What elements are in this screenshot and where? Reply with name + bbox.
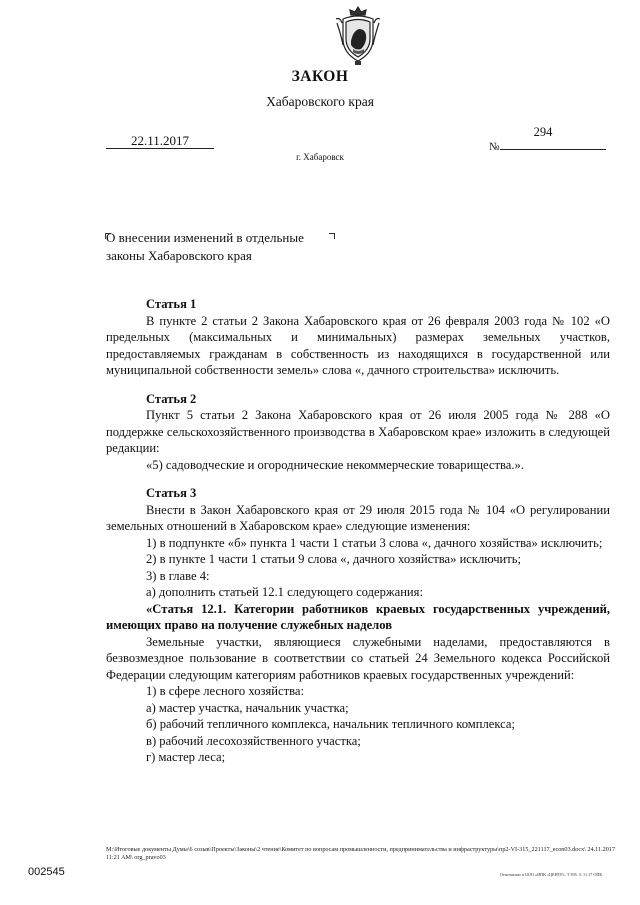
law-heading	[106, 229, 304, 265]
article-3-paragraph-3: 2) в пункте 1 части 1 статьи 9 слова «, дачного хозяйства» исключить;	[146, 552, 522, 566]
heading-line-2: законы Хабаровского края	[106, 248, 252, 263]
footer-print-note: Отпечатано в ООО «ИПК «ЦЕНТР». Т 395. З. 11.17 ОПК	[500, 872, 603, 877]
article-12-1-title: «Статья 12.1. Категории работников краевых государственных учреждений, имеющих право на получение служебных наделов	[106, 601, 610, 632]
number-sign: №	[489, 141, 500, 153]
footer-document-code: 002545	[28, 866, 65, 878]
article-3-paragraph-10: б) рабочий тепличного комплекса, начальник тепличного комплекса;	[146, 717, 515, 731]
article-3-paragraph-7: Земельные участки, являющиеся служебными наделами, предоставляются в безвозмездное пользование в соответствии со статьей 24 Земельного кодекса Российской Федерации следующим категориям работников краевых государственных учреждений:	[106, 634, 610, 682]
article-2-paragraph-2: «5) садоводческие и огороднические некоммерческие товарищества.».	[146, 457, 524, 472]
article-3-paragraph-11: в) рабочий лесохозяйственного участка;	[146, 733, 361, 748]
article-3-paragraph-8: 1) в сфере лесного хозяйства:	[146, 684, 304, 698]
article-3-paragraph-9: а) мастер участка, начальник участка;	[146, 700, 349, 715]
article-3-paragraph-12: г) мастер леса;	[146, 750, 226, 764]
coat-of-arms-icon	[333, 5, 383, 67]
article-3-paragraph-5: а) дополнить статьей 12.1 следующего содержания:	[146, 585, 423, 599]
document-subtitle: Хабаровского края	[266, 94, 374, 109]
article-1-paragraph-1: В пункте 2 статьи 2 Закона Хабаровского края от 26 февраля 2003 года № 102 «О предельных (максимальных и минимальных) размерах земельных участков, предоставляемых гражданам в собственность из находящихся в государственной или муниципальной собственности земель» слова «, дачного строительства» исключить.	[106, 313, 610, 377]
article-2-title: Статья 2	[146, 391, 197, 406]
article-3-paragraph-2: 1) в подпункте «б» пункта 1 части 1 статьи 3 слова «, дачного хозяйства» исключить;	[146, 535, 603, 550]
heading-bracket-right	[329, 233, 335, 239]
document-date: 22.11.2017	[106, 134, 214, 149]
document-city: г. Хабаровск	[296, 152, 344, 162]
footer-file-path: M:\Итоговые документы Думы\6 созыв\Проекты\Законы\2 чтение\Комитет по вопросам промышленности, предпринимательства и инфраструктуры\пр2-VI-315_221117_econ03.docx\ 24.11.2017 11:21 AM\ org_pravo03	[106, 846, 616, 861]
article-3-title: Статья 3	[146, 486, 197, 500]
article-3-paragraph-1: Внести в Закон Хабаровского края от 29 июля 2015 года № 104 «О регулировании земельных отношений в Хабаровском крае» следующие изменения:	[106, 502, 610, 533]
heading-line-1: О внесении изменений в отдельные	[106, 230, 304, 245]
document-title: ЗАКОН	[291, 68, 349, 85]
document-number-line	[500, 125, 606, 150]
document-number: 294	[533, 125, 553, 139]
article-1-title: Статья 1	[146, 297, 197, 311]
article-3-paragraph-4: 3) в главе 4:	[146, 568, 210, 583]
article-2-paragraph-1: Пункт 5 статьи 2 Закона Хабаровского края от 26 июля 2005 года № 288 «О поддержке сельскохозяйственного производства в Хабаровском крае» изложить в следующей редакции:	[106, 408, 610, 455]
law-body	[106, 296, 610, 766]
